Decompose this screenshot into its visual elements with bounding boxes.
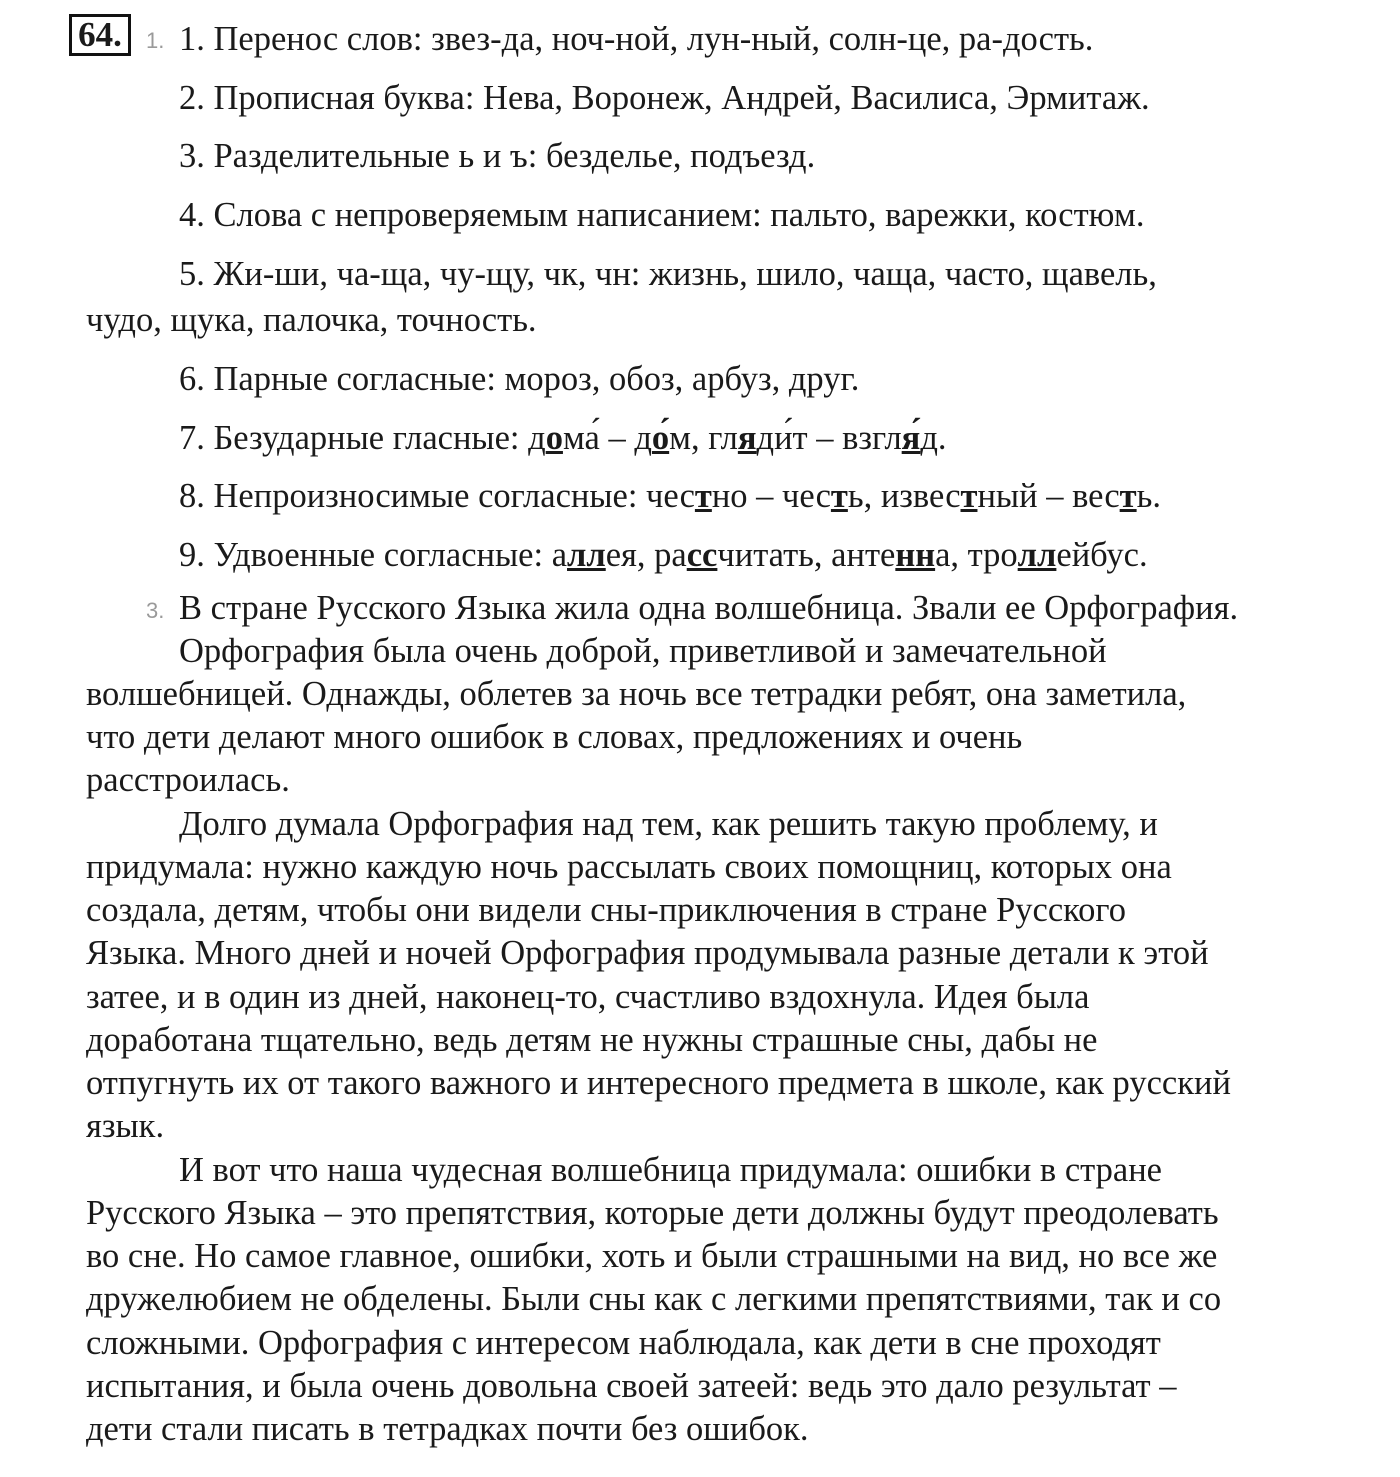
essay-line: что дети делают много ошибок в словах, предложениях и очень (86, 718, 1023, 756)
essay-line: И вот что наша чудесная волшебница придумала: ошибки в стране (179, 1151, 1162, 1189)
list-item-2: 2. Прописная буква: Нева, Воронеж, Андрей, Василиса, Эрмитаж. (179, 79, 1150, 117)
underlined-letters: нн (895, 536, 936, 574)
essay-line: испытания, и была очень довольна своей затеей: ведь это дало результат – (86, 1367, 1177, 1405)
list-item-4: 4. Слова с непроверяемым написанием: пальто, варежки, костюм. (179, 196, 1145, 234)
underlined-letters: сс (686, 536, 718, 574)
list-item-8 (179, 479, 1161, 514)
essay-line: отпугнуть их от такого важного и интересного предмета в школе, как русский (86, 1064, 1231, 1102)
text-segment: м, гл (669, 419, 738, 457)
essay-line: расстроилась. (86, 761, 290, 799)
text-segment: д. (920, 419, 947, 457)
underlined-letter: я́ (901, 419, 921, 457)
underlined-letter: т (830, 477, 848, 515)
list-item-1: 1. Перенос слов: звез-да, ноч-ной, лун-ный, солн-це, ра-дость. (179, 20, 1094, 58)
underlined-letters: лл (567, 536, 606, 574)
text-segment: а, тро (935, 536, 1018, 574)
list-item-3: 3. Разделительные ь и ъ: безделье, подъезд. (179, 137, 816, 175)
essay-line: Русского Языка – это препятствия, которые дети должны будут преодолевать (86, 1194, 1219, 1232)
essay-line: затее, и в один из дней, наконец-то, счастливо вздохнула. Идея была (86, 978, 1090, 1016)
text-segment: но – чес (711, 477, 831, 515)
essay-line: В стране Русского Языка жила одна волшебница. Звали ее Орфография. (179, 589, 1239, 627)
underlined-letter: т (694, 477, 712, 515)
marker-part-3: 3. (146, 598, 165, 623)
exercise-number-box: 64. (69, 14, 131, 56)
underlined-letters: лл (1017, 536, 1057, 574)
essay-line: придумала: нужно каждую ночь рассылать своих помощниц, которых она (86, 848, 1172, 886)
essay-line: дружелюбием не обделены. Были сны как с легкими препятствиями, так и со (86, 1280, 1222, 1318)
essay-line: Языка. Много дней и ночей Орфография продумывала разные детали к этой (86, 934, 1209, 972)
underlined-letter: я (737, 419, 757, 457)
essay-line: во сне. Но самое главное, ошибки, хоть и были страшными на вид, но все же (86, 1237, 1218, 1275)
essay-line: дети стали писать в тетрадках почти без ошибок. (86, 1410, 809, 1448)
essay-line: волшебницей. Однажды, облетев за ночь все тетрадки ребят, она заметила, (86, 675, 1187, 713)
text-segment: 7. Безударные гласные: д (179, 419, 546, 457)
text-segment: 9. Удвоенные согласные: а (179, 536, 568, 574)
essay-line: доработана тщательно, ведь детям не нужны страшные сны, дабы не (86, 1021, 1098, 1059)
underlined-letter: т (960, 477, 978, 515)
marker-part-1: 1. (146, 28, 165, 53)
underlined-letter: о́ (651, 419, 670, 457)
underlined-letter: о (545, 419, 563, 457)
essay-line: Долго думала Орфография над тем, как решить такую проблему, и (179, 805, 1158, 843)
essay-line: создала, детям, чтобы они видели сны-приключения в стране Русского (86, 891, 1126, 929)
essay-line: Орфография была очень доброй, приветливой и замечательной (179, 632, 1107, 670)
text-segment: ея, ра (605, 536, 687, 574)
text-segment: ный – вес (977, 477, 1120, 515)
underlined-letter: т (1119, 477, 1137, 515)
text-segment: ейбус. (1056, 536, 1148, 574)
list-item-6: 6. Парные согласные: мороз, обоз, арбуз, друг. (179, 360, 860, 398)
text-segment: 8. Непроизносимые согласные: чес (179, 477, 695, 515)
text-segment: ь, извес (847, 477, 961, 515)
text-segment: ма́ – д (562, 419, 652, 457)
text-segment: ь. (1136, 477, 1161, 515)
text-segment: читать, анте (717, 536, 896, 574)
list-item-9 (179, 538, 1148, 573)
list-item-7 (179, 421, 947, 456)
essay-line: язык. (86, 1107, 165, 1145)
list-item-5-line-1: 5. Жи-ши, ча-ща, чу-щу, чк, чн: жизнь, шило, чаща, часто, щавель, (179, 255, 1157, 293)
text-segment: ди́т – взгл (756, 419, 902, 457)
list-item-5-line-2: чудо, щука, палочка, точность. (86, 301, 537, 339)
essay-line: сложными. Орфография с интересом наблюдала, как дети в сне проходят (86, 1324, 1161, 1362)
